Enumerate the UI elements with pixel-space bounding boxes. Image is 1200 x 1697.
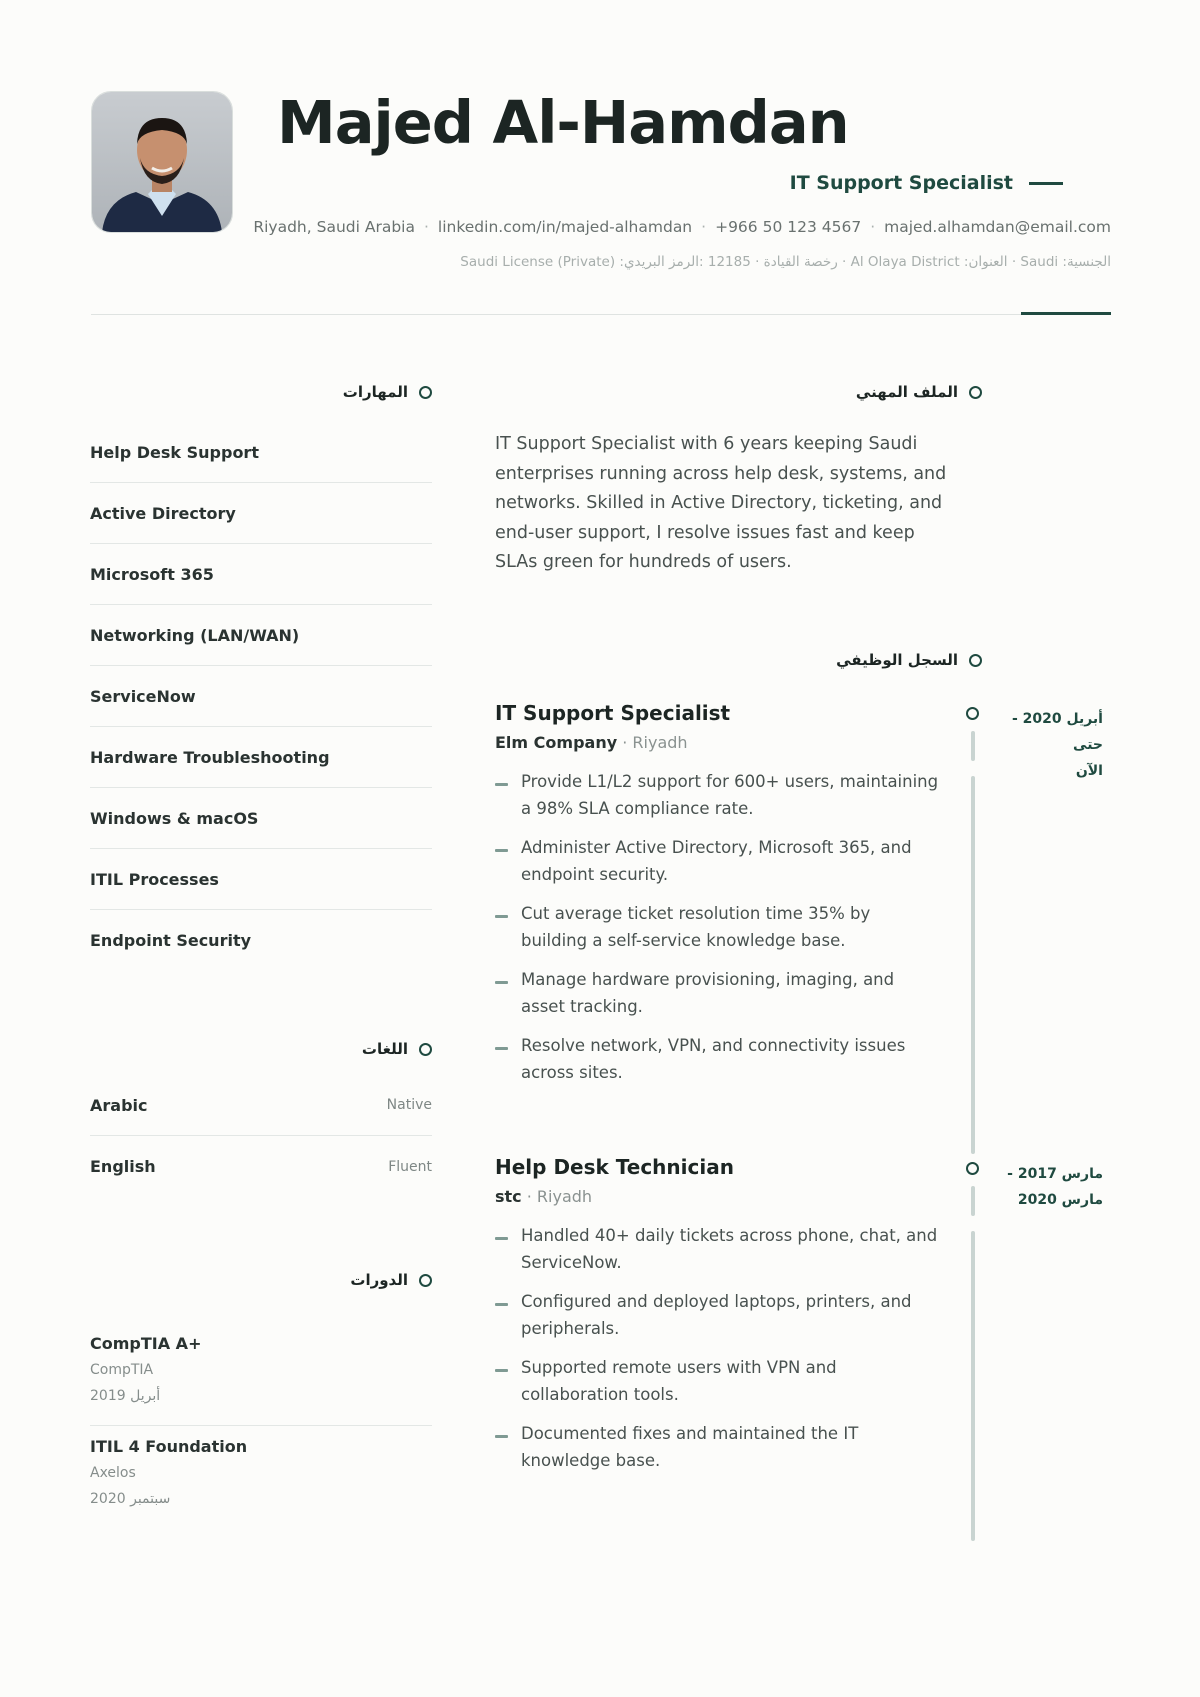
section-heading-experience — [836, 651, 982, 669]
course-item — [90, 1426, 432, 1528]
skill-item: Help Desk Support — [90, 422, 432, 483]
job-dates — [983, 1161, 1103, 1213]
job-bullet: Documented fixes and maintained the IT knowledge base. — [495, 1420, 940, 1474]
job-bullets — [495, 1222, 940, 1474]
contact-location: Riyadh, Saudi Arabia — [253, 218, 415, 236]
candidate-role — [790, 172, 1063, 194]
role-accent-bar — [1029, 182, 1063, 185]
section-title: اللغات — [361, 1040, 408, 1058]
timeline-dot-icon — [966, 707, 979, 720]
language-row — [90, 1136, 432, 1197]
skill-item: Endpoint Security — [90, 931, 252, 950]
skill-item: Windows & macOS — [90, 788, 432, 849]
bullet-ring-icon — [969, 386, 982, 399]
skills-list — [90, 422, 432, 971]
skill-item: ITIL Processes — [90, 849, 432, 910]
job-date-end: مارس 2020 — [1017, 1192, 1103, 1208]
skill-item: Microsoft 365 — [90, 544, 432, 605]
job-location: · Riyadh — [526, 1187, 593, 1206]
job-company: Elm Company — [495, 733, 618, 752]
bullet-ring-icon — [419, 386, 432, 399]
job-org — [495, 1187, 940, 1206]
job-org — [495, 733, 940, 752]
skill-item: ServiceNow — [90, 666, 432, 727]
skill-item: Networking (LAN/WAN) — [90, 605, 432, 666]
timeline-line — [971, 1231, 975, 1541]
language-row — [90, 1075, 432, 1136]
section-title: السجل الوظيفي — [836, 651, 958, 669]
job-bullet: Handled 40+ daily tickets across phone, chat, and ServiceNow. — [495, 1222, 940, 1276]
bullet-ring-icon — [419, 1274, 432, 1287]
job-bullet: Manage hardware provisioning, imaging, and asset tracking. — [495, 966, 940, 1020]
section-heading-courses — [350, 1271, 432, 1289]
job-bullets — [495, 768, 940, 1086]
section-heading-skills — [343, 383, 432, 401]
contact-line — [253, 218, 1111, 236]
section-title: الملف المهني — [855, 383, 958, 401]
job-entry — [495, 1155, 940, 1486]
job-bullet: Resolve network, VPN, and connectivity issues across sites. — [495, 1032, 940, 1086]
contact-phone[interactable]: +966 50 123 4567 — [715, 218, 862, 236]
course-issuer: Axelos — [90, 1465, 136, 1481]
job-title: Help Desk Technician — [495, 1155, 734, 1179]
header-divider — [91, 314, 1111, 315]
timeline-line — [971, 776, 975, 1154]
language-name: English — [90, 1157, 156, 1176]
job-dates — [983, 706, 1103, 784]
course-title: CompTIA A+ — [90, 1334, 202, 1353]
profile-photo — [91, 91, 233, 233]
job-title: IT Support Specialist — [495, 701, 731, 725]
timeline-line — [971, 1186, 975, 1216]
language-name: Arabic — [90, 1095, 148, 1115]
section-heading-languages — [362, 1040, 432, 1058]
contact-separator: · — [423, 218, 429, 236]
section-title: الدورات — [350, 1271, 408, 1289]
job-bullet: Provide L1/L2 support for 600+ users, maintaining a 98% SLA compliance rate. — [495, 768, 940, 822]
job-date-start: أبريل 2020 - حتى — [1011, 711, 1103, 753]
header-divider-accent — [1021, 312, 1111, 315]
language-level: Native — [386, 1097, 432, 1113]
timeline-line — [971, 731, 975, 761]
job-bullet: Supported remote users with VPN and collaboration tools. — [495, 1354, 940, 1408]
courses-list — [90, 1323, 432, 1528]
job-bullet: Configured and deployed laptops, printers, and peripherals. — [495, 1288, 940, 1342]
course-date: أبريل 2019 — [90, 1388, 161, 1404]
job-date-start: مارس 2017 - — [1007, 1166, 1103, 1182]
bullet-ring-icon — [419, 1043, 432, 1056]
job-date-end: الآن — [1075, 763, 1103, 779]
job-bullet: Cut average ticket resolution time 35% by building a self-service knowledge base. — [495, 900, 940, 954]
language-level: Fluent — [388, 1158, 432, 1175]
job-location: · Riyadh — [622, 733, 688, 752]
skill-item: Active Directory — [90, 483, 432, 544]
section-heading-profile — [856, 383, 982, 401]
job-company: stc — [495, 1187, 522, 1206]
section-title: المهارات — [342, 383, 408, 401]
contact-linkedin[interactable]: linkedin.com/in/majed-alhamdan — [437, 218, 693, 236]
role-label: IT Support Specialist — [789, 172, 1013, 194]
job-bullet: Administer Active Directory, Microsoft 365, and endpoint security. — [495, 834, 940, 888]
skill-item: Hardware Troubleshooting — [90, 727, 432, 788]
contact-separator: · — [870, 218, 876, 236]
contact-email[interactable]: majed.alhamdan@email.com — [884, 218, 1111, 236]
course-date: سبتمبر 2020 — [90, 1491, 171, 1507]
personal-details-line: Saudi License (Private) :رخصة القيادة · 12185 :الرمز البريدي · Al Olaya District :العنوان · Saudi :الجنسية — [460, 254, 1111, 270]
course-title: ITIL 4 Foundation — [90, 1437, 248, 1456]
job-entry — [495, 701, 940, 1098]
course-item — [90, 1323, 432, 1426]
contact-separator: · — [701, 218, 707, 236]
avatar — [92, 92, 232, 232]
candidate-name: Majed Al-Hamdan — [277, 88, 849, 157]
profile-summary: IT Support Specialist with 6 years keeping Saudi enterprises running across help desk, systems, and networks. Skilled in Active Directory, ticketing, and end-user support, I resolve issues fast and keep SLAs green for hundreds of users. — [495, 434, 947, 572]
languages-list — [90, 1075, 432, 1197]
timeline-dot-icon — [966, 1162, 979, 1175]
bullet-ring-icon — [969, 654, 982, 667]
course-issuer: CompTIA — [90, 1362, 154, 1378]
